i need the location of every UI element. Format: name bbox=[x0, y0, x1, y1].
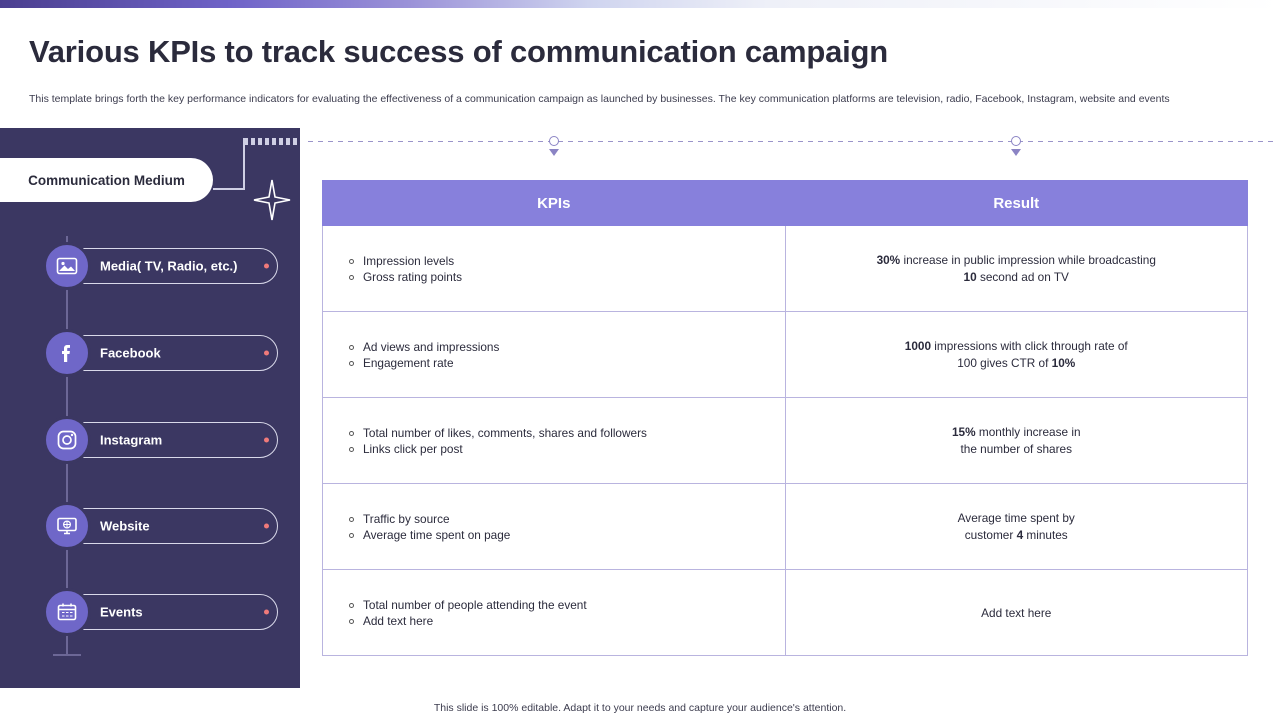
kpi-list-item bbox=[335, 614, 773, 628]
kpi-text: Add text here bbox=[363, 613, 434, 628]
sidebar-connector-cap bbox=[53, 654, 81, 656]
table-header-row bbox=[323, 181, 1248, 226]
kpi-text: Total number of likes, comments, shares and followers bbox=[363, 425, 647, 440]
kpi-list-item bbox=[335, 442, 773, 456]
result-text: impressions with click through rate of bbox=[931, 339, 1128, 353]
sidebar-item-pill bbox=[60, 508, 278, 544]
kpi-text: Gross rating points bbox=[363, 269, 463, 284]
kpi-list-item bbox=[335, 528, 773, 542]
table-row bbox=[323, 312, 1248, 398]
kpi-cell bbox=[323, 570, 786, 656]
kpi-list-item bbox=[335, 270, 773, 284]
result-cell bbox=[785, 226, 1248, 312]
bullet-icon bbox=[349, 517, 354, 522]
page-subtitle: This template brings forth the key performance indicators for evaluating the effectiveness of a communication campaign as launched by businesses. The key communication platforms are television, radio, Facebook, Instagram, website and events bbox=[29, 93, 1170, 105]
kpi-cell bbox=[323, 226, 786, 312]
result-text: Add text here bbox=[981, 605, 1052, 620]
media-image-icon bbox=[43, 242, 91, 290]
kpi-list-item bbox=[335, 512, 773, 526]
result-line bbox=[804, 441, 1230, 457]
sidebar-item-media[interactable] bbox=[0, 240, 300, 292]
pill-dot-icon bbox=[264, 524, 269, 529]
kpi-text: Ad views and impressions bbox=[363, 339, 500, 354]
sidebar-item-label: Media( TV, Radio, etc.) bbox=[100, 258, 238, 274]
table-row bbox=[323, 398, 1248, 484]
sidebar-item-pill bbox=[60, 594, 278, 630]
communication-medium-label: Communication Medium bbox=[28, 172, 185, 188]
footer-note: This slide is 100% editable. Adapt it to your needs and capture your audience's attention. bbox=[433, 702, 847, 714]
pill-dot-icon bbox=[264, 264, 269, 269]
kpi-text: Links click per post bbox=[363, 441, 463, 456]
timeline-node-kpis bbox=[549, 136, 559, 146]
sidebar-item-label: Facebook bbox=[100, 345, 161, 361]
bullet-icon bbox=[349, 275, 354, 280]
bullet-icon bbox=[349, 619, 354, 624]
result-cell bbox=[785, 484, 1248, 570]
column-header-result: Result bbox=[785, 181, 1248, 226]
result-line bbox=[804, 338, 1230, 354]
panel-bracket-horizontal bbox=[213, 188, 245, 190]
pill-dot-icon bbox=[264, 438, 269, 443]
bullet-icon bbox=[349, 533, 354, 538]
result-line bbox=[804, 269, 1230, 285]
sidebar-item-pill bbox=[60, 335, 278, 371]
result-line bbox=[804, 355, 1230, 371]
timeline-arrow-kpis bbox=[549, 149, 559, 156]
kpi-table bbox=[322, 180, 1248, 656]
kpi-text: Engagement rate bbox=[363, 355, 454, 370]
result-metric: 10 bbox=[963, 270, 977, 284]
sidebar-item-label: Events bbox=[100, 604, 143, 620]
table-row bbox=[323, 570, 1248, 656]
kpi-text: Average time spent on page bbox=[363, 527, 511, 542]
result-metric: 4 bbox=[1016, 528, 1024, 542]
column-header-kpis: KPIs bbox=[323, 181, 786, 226]
page-title: Various KPIs to track success of communication campaign bbox=[29, 34, 888, 69]
kpi-list-item bbox=[335, 598, 773, 612]
result-metric: 10% bbox=[1051, 356, 1076, 370]
pill-dot-icon bbox=[264, 610, 269, 615]
panel-bracket-vertical bbox=[243, 138, 245, 190]
sidebar-item-events[interactable] bbox=[0, 586, 300, 638]
result-cell bbox=[785, 312, 1248, 398]
result-line bbox=[804, 424, 1230, 440]
result-text: minutes bbox=[1023, 528, 1068, 542]
timeline-arrow-result bbox=[1011, 149, 1021, 156]
instagram-icon bbox=[43, 416, 91, 464]
result-metric: 30% bbox=[876, 253, 901, 267]
result-line bbox=[804, 605, 1230, 621]
result-text: second ad on TV bbox=[976, 270, 1069, 284]
kpi-text: Total number of people attending the event bbox=[363, 597, 587, 612]
kpi-text: Impression levels bbox=[363, 253, 455, 268]
kpi-cell bbox=[323, 312, 786, 398]
sparkle-icon bbox=[252, 178, 292, 222]
result-text: increase in public impression while broadcasting bbox=[900, 253, 1156, 267]
kpi-list-item bbox=[335, 356, 773, 370]
sidebar-item-instagram[interactable] bbox=[0, 414, 300, 466]
table-row bbox=[323, 484, 1248, 570]
result-text: the number of shares bbox=[960, 442, 1072, 456]
result-text: customer bbox=[964, 528, 1017, 542]
kpi-list-item bbox=[335, 340, 773, 354]
kpi-cell bbox=[323, 398, 786, 484]
result-line bbox=[804, 252, 1230, 268]
bullet-icon bbox=[349, 345, 354, 350]
sidebar-item-website[interactable] bbox=[0, 500, 300, 552]
sidebar-item-facebook[interactable] bbox=[0, 327, 300, 379]
kpi-list-item bbox=[335, 254, 773, 268]
kpi-list-item bbox=[335, 426, 773, 440]
timeline-node-result bbox=[1011, 136, 1021, 146]
website-monitor-icon bbox=[43, 502, 91, 550]
result-line bbox=[804, 510, 1230, 526]
bullet-icon bbox=[349, 447, 354, 452]
result-cell bbox=[785, 570, 1248, 656]
facebook-icon bbox=[43, 329, 91, 377]
bullet-icon bbox=[349, 431, 354, 436]
result-metric: 15% bbox=[951, 425, 976, 439]
result-metric: 1000 bbox=[904, 339, 932, 353]
pill-dot-icon bbox=[264, 351, 269, 356]
communication-medium-tab bbox=[0, 158, 213, 202]
bullet-icon bbox=[349, 361, 354, 366]
timeline-dashed-line bbox=[308, 141, 1278, 142]
kpi-text: Traffic by source bbox=[363, 511, 450, 526]
sidebar-item-pill bbox=[60, 422, 278, 458]
panel-dashed-accent bbox=[244, 138, 300, 145]
result-cell bbox=[785, 398, 1248, 484]
decorative-top-gradient-bar bbox=[0, 0, 1280, 8]
kpi-cell bbox=[323, 484, 786, 570]
bullet-icon bbox=[349, 603, 354, 608]
table-row bbox=[323, 226, 1248, 312]
calendar-icon bbox=[43, 588, 91, 636]
sidebar-item-label: Instagram bbox=[100, 432, 163, 448]
result-text: 100 gives CTR of bbox=[957, 356, 1052, 370]
sidebar-item-label: Website bbox=[100, 518, 150, 534]
result-line bbox=[804, 527, 1230, 543]
result-text: monthly increase in bbox=[975, 425, 1081, 439]
bullet-icon bbox=[349, 259, 354, 264]
result-text: Average time spent by bbox=[957, 511, 1075, 525]
